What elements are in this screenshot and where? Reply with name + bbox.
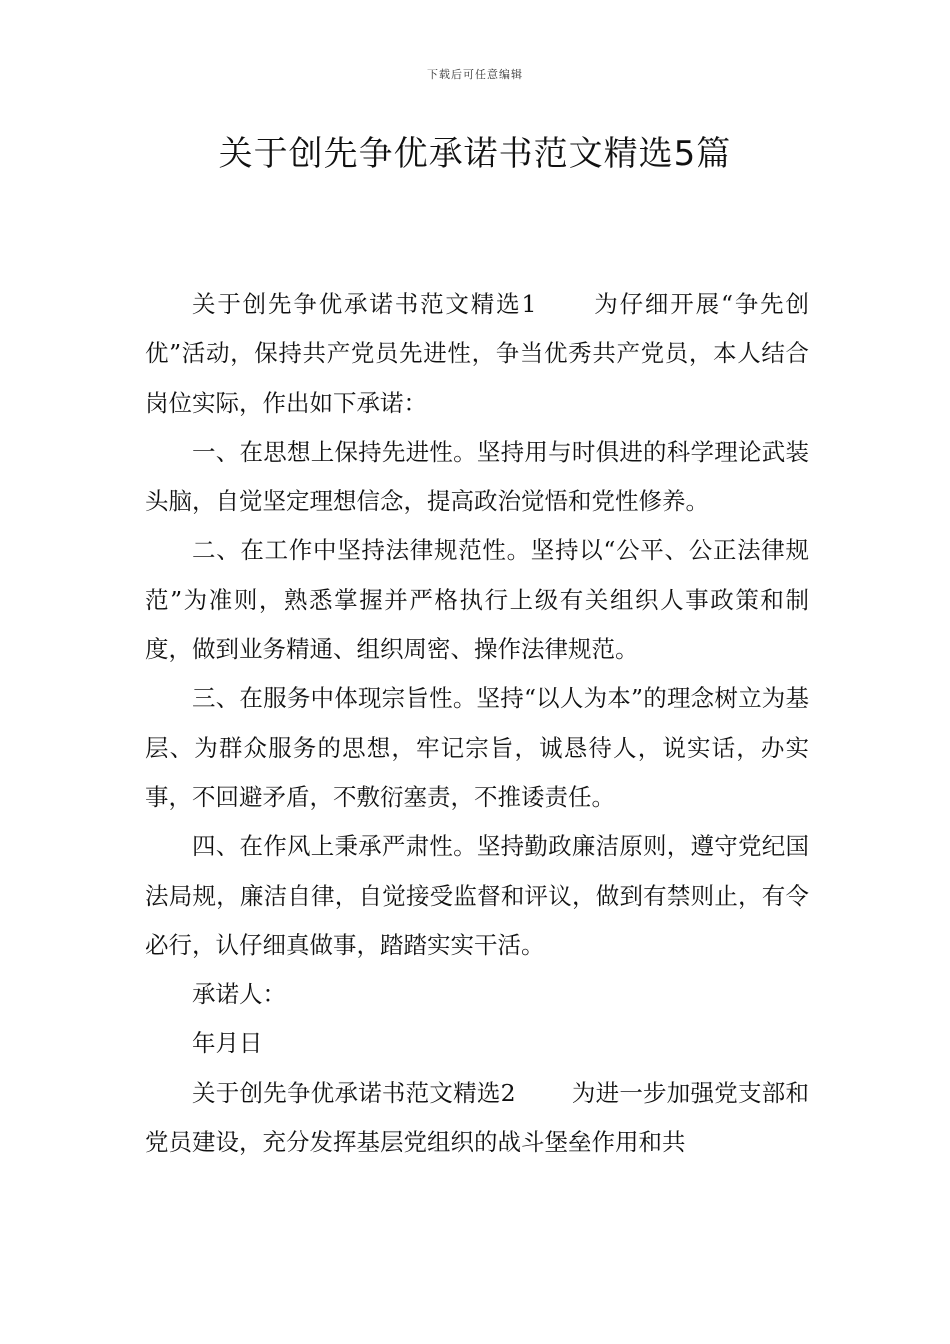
header-note: 下载后可任意编辑 — [427, 68, 523, 81]
section-heading-2: 关于创先争优承诺书范文精选2 — [192, 1078, 516, 1107]
paragraph-3: 二、在工作中坚持法律规范性。坚持以“公平、公正法律规范”为准则，熟悉掌握并严格执行上级有关组织人事政策和制度，做到业务精通、组织周密、操作法律规范。 — [145, 536, 809, 664]
paragraph-8 — [145, 1069, 809, 1168]
paragraph-4: 三、在服务中体现宗旨性。坚持“以人为本”的理念树立为基层、为群众服务的思想，牢记宗旨，诚恳待人，说实话，办实事，不回避矛盾，不敷衍塞责，不推诿责任。 — [145, 684, 809, 811]
section-heading-1: 关于创先争优承诺书范文精选1 — [192, 290, 537, 318]
document-title: 关于创先争优承诺书范文精选5篇 — [218, 134, 732, 174]
paragraph-8-text: 为进一步加强党支部和党员建设，充分发挥基层党组织的战斗堡垒作用和共 — [145, 1078, 810, 1157]
signature-label: 承诺人： — [192, 980, 286, 1009]
date-label: 年月日 — [192, 1029, 263, 1058]
paragraph-1-text: 为仔细开展“争先创优”活动，保持共产党员先进性，争当优秀共产党员，本人结合岗位实际，作出如下承诺： — [145, 290, 810, 417]
paragraph-1 — [145, 280, 809, 428]
paragraph-5: 四、在作风上秉承严肃性。坚持勤政廉洁原则，遵守党纪国法局规，廉洁自律，自觉接受监督和评议，做到有禁则止，有令必行，认仔细真做事，踏踏实实干活。 — [145, 832, 809, 959]
document-body — [145, 280, 809, 1167]
paragraph-2: 一、在思想上保持先进性。坚持用与时俱进的科学理论武装头脑，自觉坚定理想信念，提高政治觉悟和党性修养。 — [145, 437, 809, 516]
